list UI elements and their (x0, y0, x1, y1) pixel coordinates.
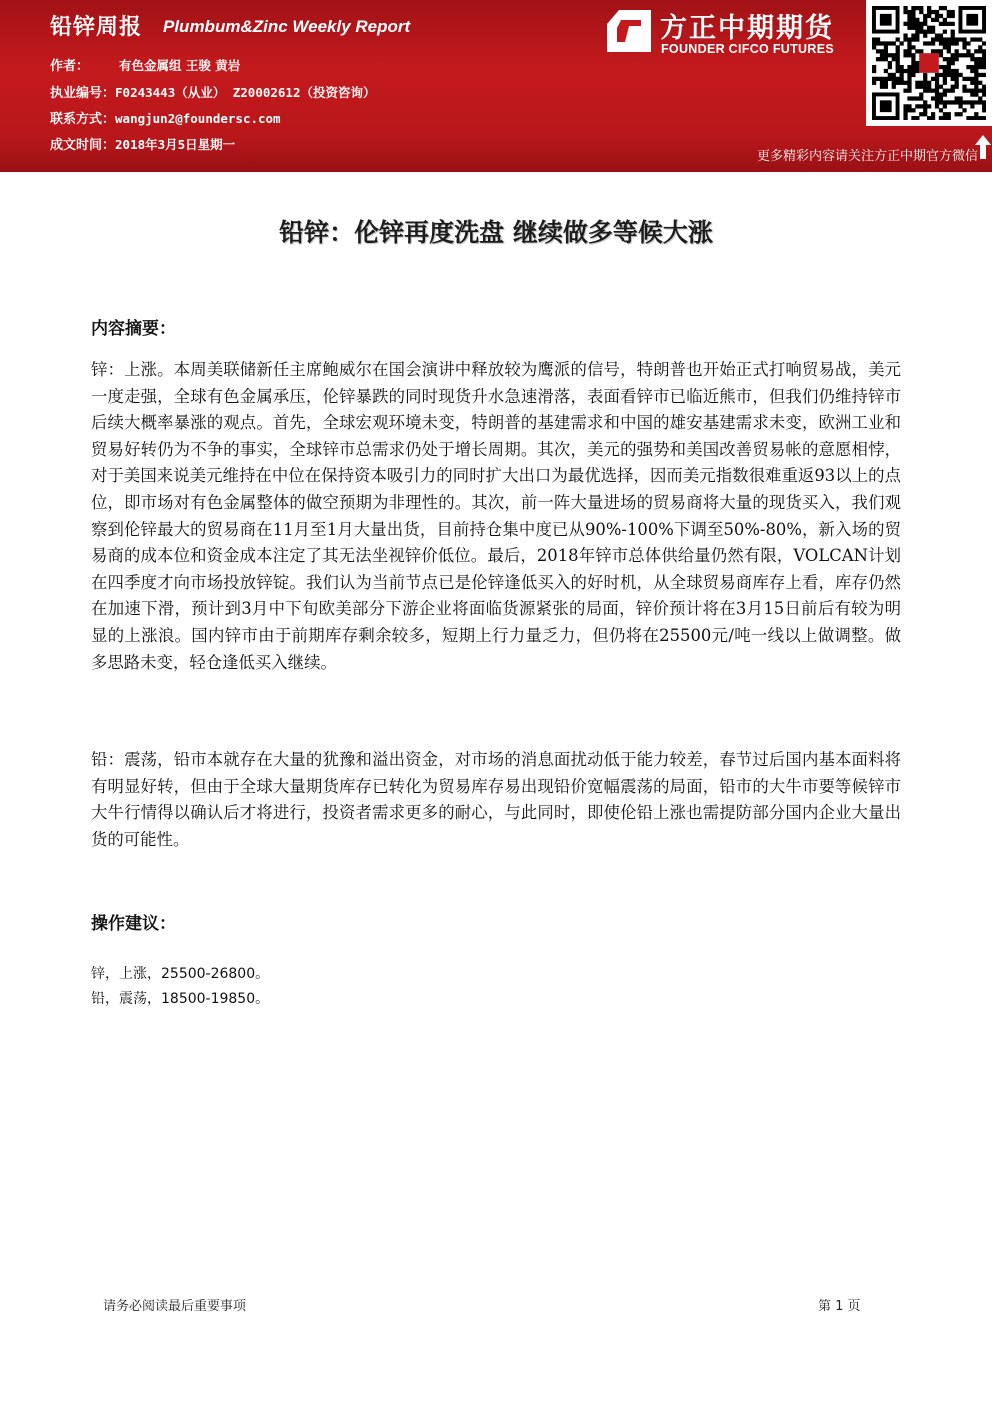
page-number: 第 1 页 (818, 1299, 861, 1314)
contact-line (50, 108, 281, 127)
date-label: 成文时间： (50, 138, 116, 153)
qr-code-icon (872, 6, 986, 120)
license-line (50, 82, 375, 101)
page-title: 铅锌：伦锌再度洗盘 继续做多等候大涨 (279, 218, 713, 247)
logo-en: FOUNDER CIFCO FUTURES (661, 42, 834, 56)
footer-disclaimer: 请务必阅读最后重要事项 (103, 1299, 247, 1314)
author-line (50, 55, 240, 74)
summary-heading: 内容摘要： (91, 319, 176, 339)
contact-value: wangjun2@foundersc.com (115, 111, 281, 126)
license-label: 执业编号： (50, 86, 116, 101)
advice-zinc: 锌，上涨，25500-26800。 (91, 966, 270, 982)
license-value: F0243443（从业） Z20002612（投资咨询） (115, 85, 376, 100)
author-label: 作者： (50, 59, 90, 74)
date-value: 2018年3月5日星期一 (115, 137, 236, 152)
zinc-paragraph: 锌：上涨。本周美联储新任主席鲍威尔在国会演讲中释放较为鹰派的信号，特朗普也开始正式打响贸易战，美元一度走强，全球有色金属承压，伦锌暴跌的同时现货升水急速滑落，表面看锌市已临近熊市，但我们仍维持锌市后续大概率暴涨的观点。首先，全球宏观环境未变，特朗普的基建需求和中国的雄安基建需求未变，欧洲工业和贸易好转仍为不争的事实，全球锌市总需求仍处于增长周期。其次，美元的强势和美国改善贸易帐的意愿相悖，对于美国来说美元维持在中位在保持资本吸引力的同时扩大出口为最优选择，因而美元指数很难重返93以上的点位，即市场对有色金属整体的做空预期为非理性的。其次，前一阵大量进场的贸易商将大量的现货买入，我们观察到伦锌最大的贸易商在11月至1月大量出货，目前持仓集中度已从90%-100%下调至50%-80%，新入场的贸易商的成本位和资金成本注定了其无法坐视锌价低位。最后，2018年锌市总体供给量仍然有限，VOLCAN计划在四季度才向市场投放锌锭。我们认为当前节点已是伦锌逢低买入的好时机，从全球贸易商库存上看，库存仍然在加速下滑，预计到3月中下旬欧美部分下游企业将面临货源紧张的局面，锌价预计将在3月15日前后有较为明显的上涨浪。国内锌市由于前期库存剩余较多，短期上行力量乏力，但仍将在25500元/吨一线以上做调整。做多思路未变，轻仓逢低买入继续。 (91, 360, 901, 672)
advice-heading: 操作建议： (91, 914, 176, 934)
contact-label: 联系方式： (50, 112, 116, 127)
advice-lead: 铅，震荡，18500-19850。 (91, 991, 270, 1007)
founder-logo-icon (605, 8, 653, 54)
follow-wechat-text: 更多精彩内容请关注方正中期官方微信 (756, 149, 978, 164)
report-title-cn: 铅锌周报 (50, 15, 143, 40)
logo-cn: 方正中期期货 (660, 13, 834, 44)
wechat-qr-code (866, 0, 992, 126)
date-line (50, 134, 235, 153)
author-value: 有色金属组 王骏 黄岩 (119, 58, 241, 73)
report-title-en: Plumbum&Zinc Weekly Report (163, 17, 411, 36)
arrow-up-icon (974, 134, 992, 160)
report-header (0, 0, 992, 172)
lead-paragraph: 铅：震荡，铅市本就存在大量的犹豫和溢出资金，对市场的消息面扰动低于能力较差，春节过后国内基本面料将有明显好转，但由于全球大量期货库存已转化为贸易库存易出现铅价宽幅震荡的局面，铅市的大牛市要等候锌市大牛行情得以确认后才将进行，投资者需求更多的耐心，与此同时，即使伦铅上涨也需提防部分国内企业大量出货的可能性。 (91, 750, 901, 849)
